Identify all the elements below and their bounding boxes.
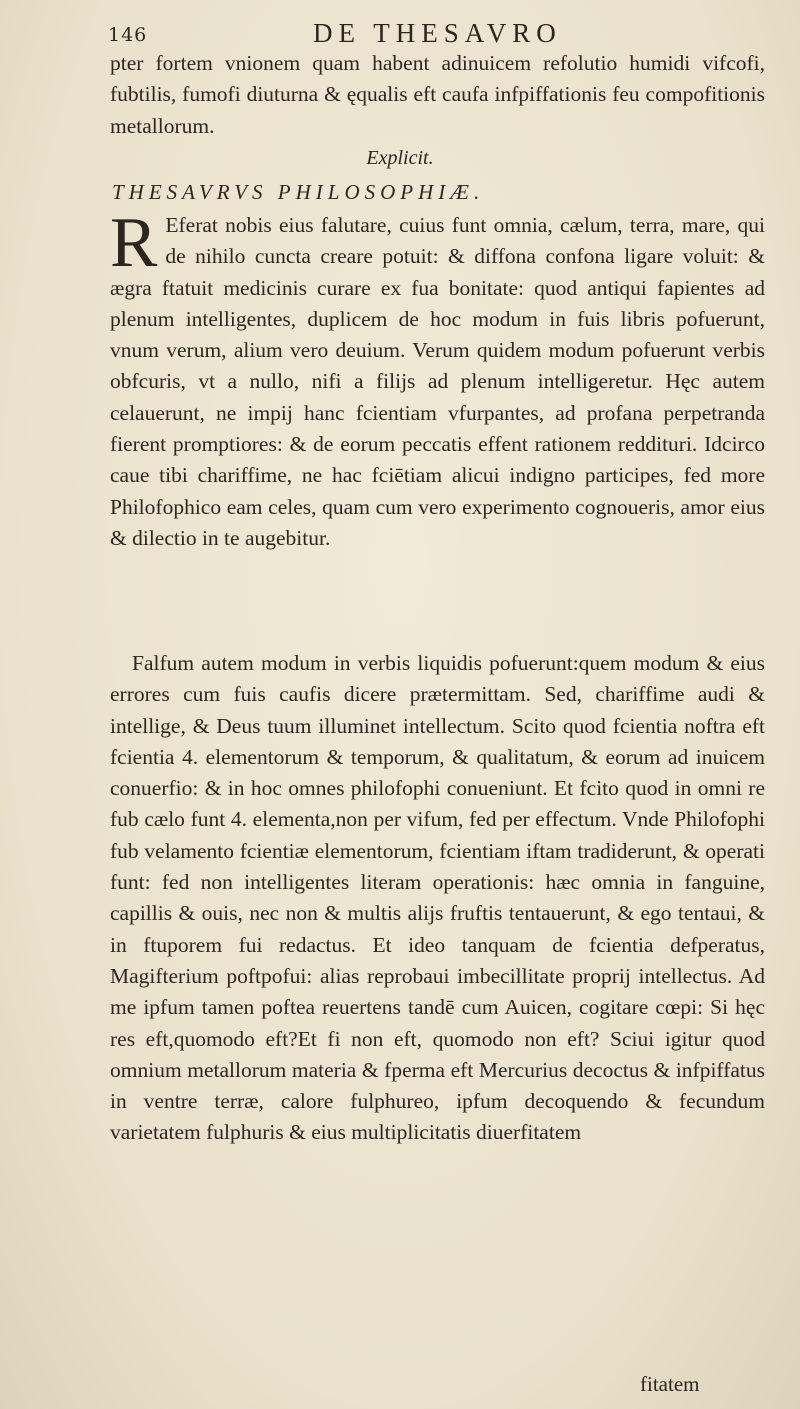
intro-paragraph: pter fortem vnionem quam habent adinuicem refolutio humidi vifcofi, fubtilis, fumofi diuturna & ęqualis eft caufa infpiffationis feu compofitionis metallorum. xyxy=(110,51,765,138)
explicit-heading: Explicit. xyxy=(366,147,434,169)
paragraph-1 xyxy=(110,204,765,554)
section-title: THESAVRVS PHILOSOPHIÆ. xyxy=(112,180,485,204)
paragraph-2: Falfum autem modum in verbis liquidis pofuerunt:quem modum & eius errores cum fuis caufis dicere prætermittam. Sed, chariffime audi & intellige, & Deus tuum illuminet intellectum. Scito quod fcientia noftra eft fcientia 4. elementorum & temporum, & qualitatum, & eorum ad inuicem conuerfio: & in hoc omnes philofophi conueniunt. Et fcito quod in omni re fub cælo funt 4. elementa,non per vifum, fed per effectum. Vnde Philofophi fub velamento fcientiæ elementorum, fcientiam iftam tradiderunt, & operati funt: fed non intelligentes literam operationis: hæc omnia in fanguine, capillis & ouis, nec non & multis alijs fruftis tentauerunt, & ego tentaui, & in ftuporem fui redactus. Et ideo tanquam de fcientia defperatus, Magifterium poftpofui: alias reprobaui imbecillitate proprij intellectus. Ad me ipfum tamen poftea reuertens tandē cum Auicen, cogitare cœpi: Si hęc res eft,quomodo eft?Et fi non eft, quomodo non eft? Sciui igitur quod omnium metallorum materia & fperma eft Mercurius decoctus & infpiffatus in ventre terræ, calore fulphureo, ipfum decoquendo & fecundum varietatem fulphuris & eius multiplicitatis diuerfitatem xyxy=(110,651,765,1145)
page-header xyxy=(108,10,758,50)
paragraph-1-text: Eferat nobis eius falutare, cuius funt omnia, cælum, terra, mare, qui de nihilo cuncta creare potuit: & diffona confona ligare voluit: & ægra ftatuit medicinis curare ex fua bonitate: quod antiqui fapientes ad plenum intelligentes, duplicem de hoc modum in fuis libris pofuerunt, vnum verum, alium vero deuium. Verum quidem modum pofuerunt verbis obfcuris, vt a nullo, nifi a filijs ad plenum intelligeretur. Hęc autem celauerunt, ne impij hanc fcientiam vfurpantes, ad profana perpetranda fierent promptiores: & de eorum peccatis effent rationem reddituri. Idcirco caue tibi chariffime, ne hac fciētiam alicui indigno participes, fed more Philofophico eam celes, quam cum vero experimento cognoueris, amor eius & dilectio in te augebitur. xyxy=(110,213,765,550)
running-head: DE THESAVRO xyxy=(313,18,562,48)
drop-cap: R xyxy=(110,204,158,282)
page-number: 146 xyxy=(108,24,148,46)
catchword: fitatem xyxy=(640,1372,700,1396)
